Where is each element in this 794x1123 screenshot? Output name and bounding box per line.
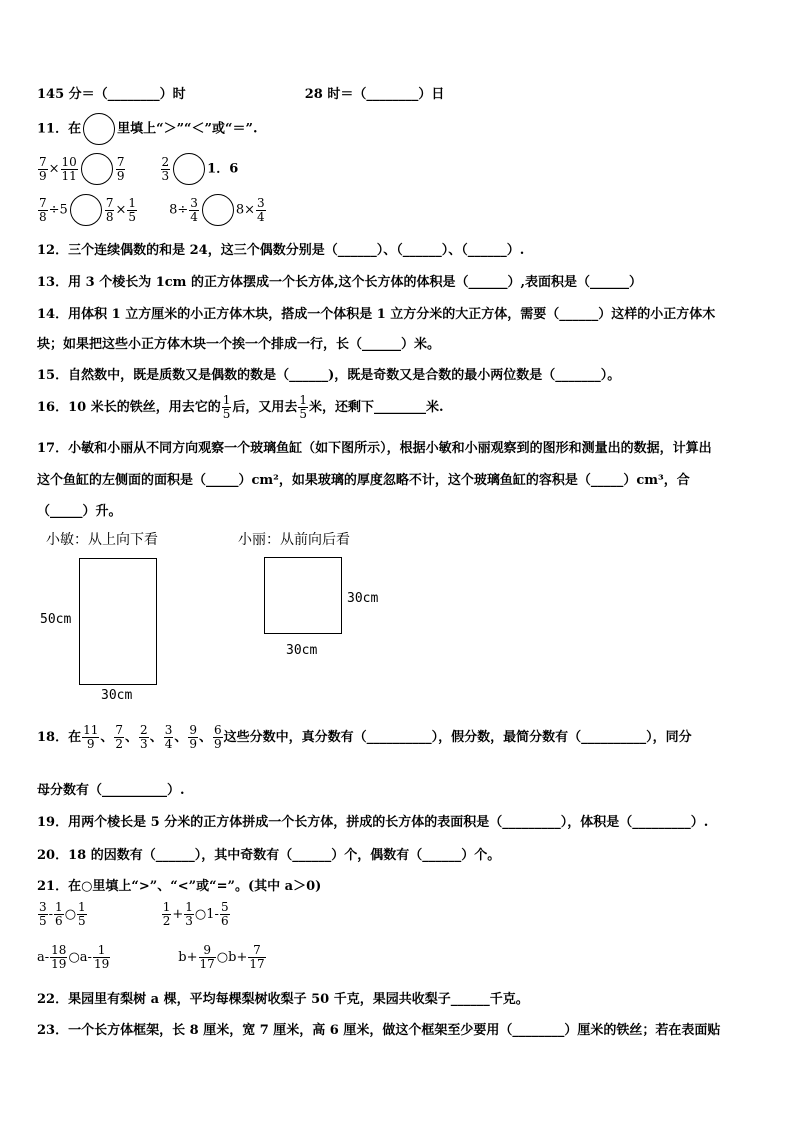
q18-line2: 母分数有（__________）. xyxy=(37,783,185,798)
q17-line1: 17．小敏和小丽从不同方向观察一个玻璃鱼缸（如下图所示），根据小敏和小丽观察到的图形和测量出的数据，计算出 xyxy=(37,441,712,456)
fraction: $\frac{1}{5}$ xyxy=(222,393,231,421)
fraction: $\frac{9}{9}$ xyxy=(189,723,197,751)
q23: 23．一个长方体框架，长 8 厘米，宽 7 厘米，高 6 厘米，做这个框架至少要用（________）厘米的铁丝；若在表面贴 xyxy=(37,1023,721,1038)
fraction: $\frac{3}{4}$ xyxy=(190,195,198,224)
compare-circle[interactable] xyxy=(202,194,234,226)
fraction: $\frac{1}{5}$ xyxy=(299,393,308,421)
fraction: $\frac{2}{3}$ xyxy=(140,723,148,751)
fig2-title: 小丽：从前向后看 xyxy=(238,532,350,548)
q14-line2: 块；如果把这些小正方体木块一个挨一个排成一行，长（______）米。 xyxy=(37,337,441,352)
q11-row2: $\frac{7}{8}$ ÷5 $\frac{7}{8}$ × $\frac{1}{5}$ 8÷ $\frac{3}{4}$ 8× $\frac{3}{4}$ xyxy=(37,194,267,226)
fraction: $\frac{10}{11}$ xyxy=(61,154,77,183)
fraction: $\frac{9}{17}$ xyxy=(199,943,215,971)
fraction: $\frac{2}{3}$ xyxy=(161,154,170,183)
q20: 20．18 的因数有（______），其中奇数有（______）个，偶数有（______）个。 xyxy=(37,848,501,863)
q22: 22．果园里有梨树 a 棵，平均每棵梨树收梨子 50 千克，果园共收梨子______千克。 xyxy=(37,992,529,1007)
compare-circle[interactable] xyxy=(173,153,205,185)
compare-circle[interactable] xyxy=(81,153,113,185)
fraction: $\frac{3}{5}$ xyxy=(39,900,47,928)
fraction: $\frac{3}{4}$ xyxy=(257,195,265,224)
q19: 19．用两个棱长是 5 分米的正方体拼成一个长方体，拼成的长方体的表面积是（_________），体积是（_________）. xyxy=(37,815,709,830)
fraction: $\frac{7}{9}$ xyxy=(39,154,47,183)
fig1-side-label: 50cm xyxy=(40,612,72,627)
fraction: $\frac{18}{19}$ xyxy=(51,943,67,971)
fig2-side-label: 30cm xyxy=(347,591,379,606)
q21-row2: a- $\frac{18}{19}$ ○a- $\frac{1}{19}$ b+ $\frac{9}{17}$ ○b+ $\frac{7}{17}$ xyxy=(37,943,265,971)
fraction: $\frac{5}{6}$ xyxy=(220,900,229,928)
compare-circle[interactable] xyxy=(70,194,102,226)
fraction: $\frac{1}{19}$ xyxy=(93,943,110,971)
q13: 13．用 3 个棱长为 1cm 的正方体摆成一个长方体,这个长方体的体积是（______）,表面积是（______） xyxy=(37,275,643,290)
q11-row1: $\frac{7}{9}$ × $\frac{10}{11}$ $\frac{7}{9}$ $\frac{2}{3}$ 1．6 xyxy=(37,153,238,185)
compare-circle xyxy=(83,113,115,145)
fig2-bottom-label: 30cm xyxy=(286,643,318,658)
fraction: $\frac{7}{17}$ xyxy=(249,943,265,971)
fraction: $\frac{7}{2}$ xyxy=(115,723,124,751)
q21-row1: $\frac{3}{5}$ - $\frac{1}{6}$ ○ $\frac{1}{5}$ $\frac{1}{2}$ + $\frac{1}{3}$ ○1- $\frac{5}{6}$ xyxy=(39,900,229,928)
fraction: $\frac{1}{6}$ xyxy=(55,900,63,928)
q18-line1: 18．在 $\frac{11}{9}$ 、 $\frac{7}{2}$ 、 $\frac{2}{3}$ 、 $\frac{3}{4}$ 、 $\frac{9}{9}$ 、 $\frac{6}{9}$ 这些分数中，真分数有（__________），假分数，最简分数有（__________），同分 xyxy=(37,723,692,751)
fig2-square xyxy=(264,557,342,634)
q21-stem: 21．在○里填上“>”、“<”或“=”。(其中 a＞0) xyxy=(37,879,322,894)
fraction: $\frac{1}{5}$ xyxy=(78,900,86,928)
fraction: $\frac{7}{9}$ xyxy=(116,154,125,183)
fraction: $\frac{1}{3}$ xyxy=(185,900,193,928)
q11-stem: 11．在 里填上“＞”“＜”或“＝”. xyxy=(37,113,258,145)
fig1-rectangle xyxy=(79,558,157,685)
fraction: $\frac{3}{4}$ xyxy=(164,723,173,751)
fraction: $\frac{11}{9}$ xyxy=(83,723,99,751)
q17-line3: （_____）升。 xyxy=(37,504,122,519)
q16: 16．10 米长的铁丝，用去它的 $\frac{1}{5}$ 后，又用去 $\frac{1}{5}$ 米，还剩下________米. xyxy=(37,393,444,421)
fraction: $\frac{6}{9}$ xyxy=(214,723,222,751)
fraction: $\frac{1}{5}$ xyxy=(128,195,136,224)
fraction: $\frac{7}{8}$ xyxy=(39,195,47,224)
q10-line: 145 分＝（________）时 28 时＝（________）日 xyxy=(37,87,445,102)
q14-line1: 14．用体积 1 立方厘米的小正方体木块，搭成一个体积是 1 立方分米的大正方体，需要（______）这样的小正方体木 xyxy=(37,307,716,322)
fraction: $\frac{7}{8}$ xyxy=(105,195,114,224)
fig1-bottom-label: 30cm xyxy=(101,688,133,703)
q15: 15．自然数中，既是质数又是偶数的数是（______)，既是奇数又是合数的最小两位数是（_______）。 xyxy=(37,368,621,383)
q17-line2: 这个鱼缸的左侧面的面积是（_____）cm²，如果玻璃的厚度忽略不计，这个玻璃鱼缸的容积是（_____）cm³，合 xyxy=(37,473,690,488)
fig1-title: 小敏：从上向下看 xyxy=(46,532,158,548)
fraction: $\frac{1}{2}$ xyxy=(162,900,171,928)
q12: 12．三个连续偶数的和是 24，这三个偶数分别是（______）、（______）、（______）. xyxy=(37,243,525,258)
